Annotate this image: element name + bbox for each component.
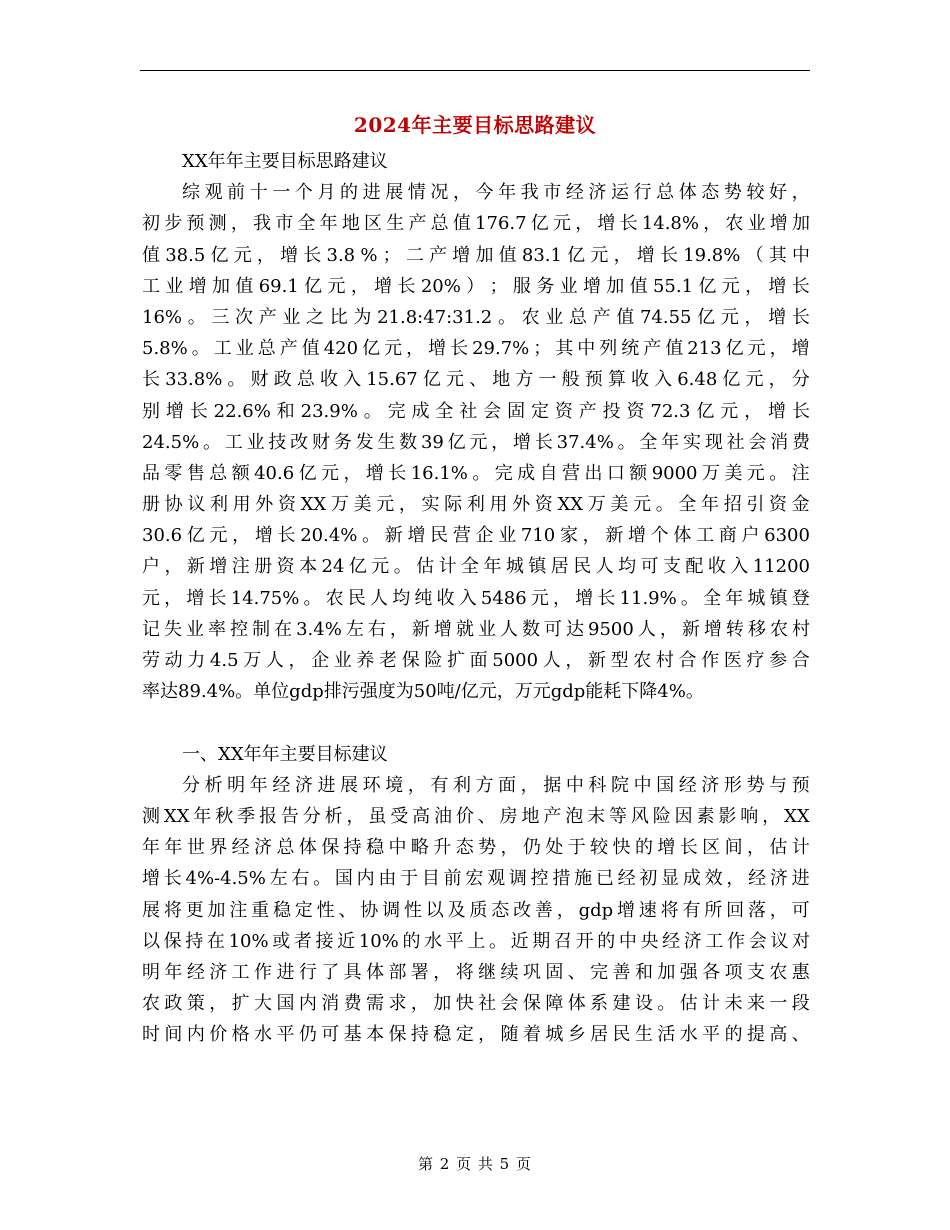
header-rule <box>140 70 810 71</box>
text-line: 农 政 策 ， 扩 大 国 内 消 费 需 求 ， 加 快 社 会 保 障 体 系 建 设 。 估 计 未 来 一 段 <box>142 993 810 1015</box>
text-line: 工 业 增 加 值 69.1 亿 元 ， 增 长 20% ） ； 服 务 业 增 加 值 55.1 亿 元 ， 增 长 <box>142 275 810 297</box>
text-line: XX年年主要目标思路建议 <box>182 151 388 172</box>
text-line: 记 失 业 率 控 制 在 3.4% 左 右 ， 新 增 就 业 人 数 可 达 9500 人 ， 新 增 转 移 农 村 <box>142 618 810 640</box>
text-line: 别 增 长 22.6% 和 23.9% 。 完 成 全 社 会 固 定 资 产 投 资 72.3 亿 元 ， 增 长 <box>142 400 810 422</box>
text-line: 增 长 4%-4.5% 左 右 。 国 内 由 于 目 前 宏 观 调 控 措 施 已 经 初 显 成 效 ， 经 济 进 <box>142 868 810 890</box>
text-line: 以 保 持 在 10% 或 者 接 近 10% 的 水 平 上 。 近 期 召 开 的 中 央 经 济 工 作 会 议 对 <box>142 930 810 952</box>
text-line: 元 ， 增 长 14.75% 。 农 民 人 均 纯 收 入 5486 元 ， 增 长 11.9% 。 全 年 城 镇 登 <box>142 587 810 609</box>
text-line: 册 协 议 利 用 外 资 XX 万 美 元 ， 实 际 利 用 外 资 XX 万 美 元 。 全 年 招 引 资 金 <box>142 494 810 516</box>
text-line: 明 年 经 济 工 作 进 行 了 具 体 部 署 ， 将 继 续 巩 固 、 完 善 和 加 强 各 项 支 农 惠 <box>142 961 810 983</box>
text-line: 测 XX 年 秋 季 报 告 分 析 ， 虽 受 高 油 价 、 房 地 产 泡 末 等 风 险 因 素 影 响 ， XX <box>142 805 810 827</box>
text-line: 初 步 预 测 ， 我 市 全 年 地 区 生 产 总 值 176.7 亿 元 ， 增 长 14.8% ， 农 业 增 加 <box>142 213 810 235</box>
page-footer: 第 2 页 共 5 页 <box>418 1155 532 1173</box>
text-line: 户 ， 新 增 注 册 资 本 24 亿 元 。 估 计 全 年 城 镇 居 民 人 均 可 支 配 收 入 11200 <box>142 556 810 578</box>
text-line: 5.8% 。 工 业 总 产 值 420 亿 元 ， 增 长 29.7% ； 其 中 列 统 产 值 213 亿 元 ， 增 <box>142 338 810 360</box>
text-line: 长 33.8% 。 财 政 总 收 入 15.67 亿 元 、 地 方 一 般 预 算 收 入 6.48 亿 元 ， 分 <box>142 369 810 391</box>
text-line: 一、XX年年主要目标建议 <box>182 743 388 765</box>
text-line: 率达89.4%。单位gdp排污强度为50吨/亿元，万元gdp能耗下降4%。 <box>142 681 704 703</box>
blank-line <box>142 707 810 738</box>
text-line: 年 年 世 界 经 济 总 体 保 持 稳 中 略 升 态 势 ， 仍 处 于 较 快 的 增 长 区 间 ， 估 计 <box>142 837 810 859</box>
text-line: 时 间 内 价 格 水 平 仍 可 基 本 保 持 稳 定 ， 随 着 城 乡 居 民 生 活 水 平 的 提 高 、 <box>142 1024 810 1046</box>
text-line: 综 观 前 十 一 个 月 的 进 展 情 况 ， 今 年 我 市 经 济 运 行 总 体 态 势 较 好 ， <box>182 182 810 204</box>
page-title: 2024年主要目标思路建议 <box>353 113 597 137</box>
text-line: 24.5% 。 工 业 技 改 财 务 发 生 数 39 亿 元 ， 增 长 37.4% 。 全 年 实 现 社 会 消 费 <box>142 431 810 453</box>
text-line: 30.6 亿 元 ， 增 长 20.4% 。 新 增 民 营 企 业 710 家 ， 新 增 个 体 工 商 户 6300 <box>142 525 810 547</box>
text-line: 劳 动 力 4.5 万 人 ， 企 业 养 老 保 险 扩 面 5000 人 ， 新 型 农 村 合 作 医 疗 参 合 <box>142 650 810 671</box>
text-line: 分 析 明 年 经 济 进 展 环 境 ， 有 利 方 面 ， 据 中 科 院 中 国 经 济 形 势 与 预 <box>182 774 810 796</box>
text-line: 品 零 售 总 额 40.6 亿 元 ， 增 长 16.1% 。 完 成 自 营 出 口 额 9000 万 美 元 。 注 <box>142 462 810 484</box>
text-line: 展 将 更 加 注 重 稳 定 性 、 协 调 性 以 及 质 态 改 善 ， gdp 增 速 将 有 所 回 落 ， 可 <box>142 899 810 921</box>
text-line: 值 38.5 亿 元 ， 增 长 3.8 % ； 二 产 增 加 值 83.1 亿 元 ， 增 长 19.8% （ 其 中 <box>142 244 810 266</box>
document-body <box>142 146 810 1050</box>
text-line: 16% 。 三 次 产 业 之 比 为 21.8:47:31.2 。 农 业 总 产 值 74.55 亿 元 ， 增 长 <box>142 306 810 328</box>
